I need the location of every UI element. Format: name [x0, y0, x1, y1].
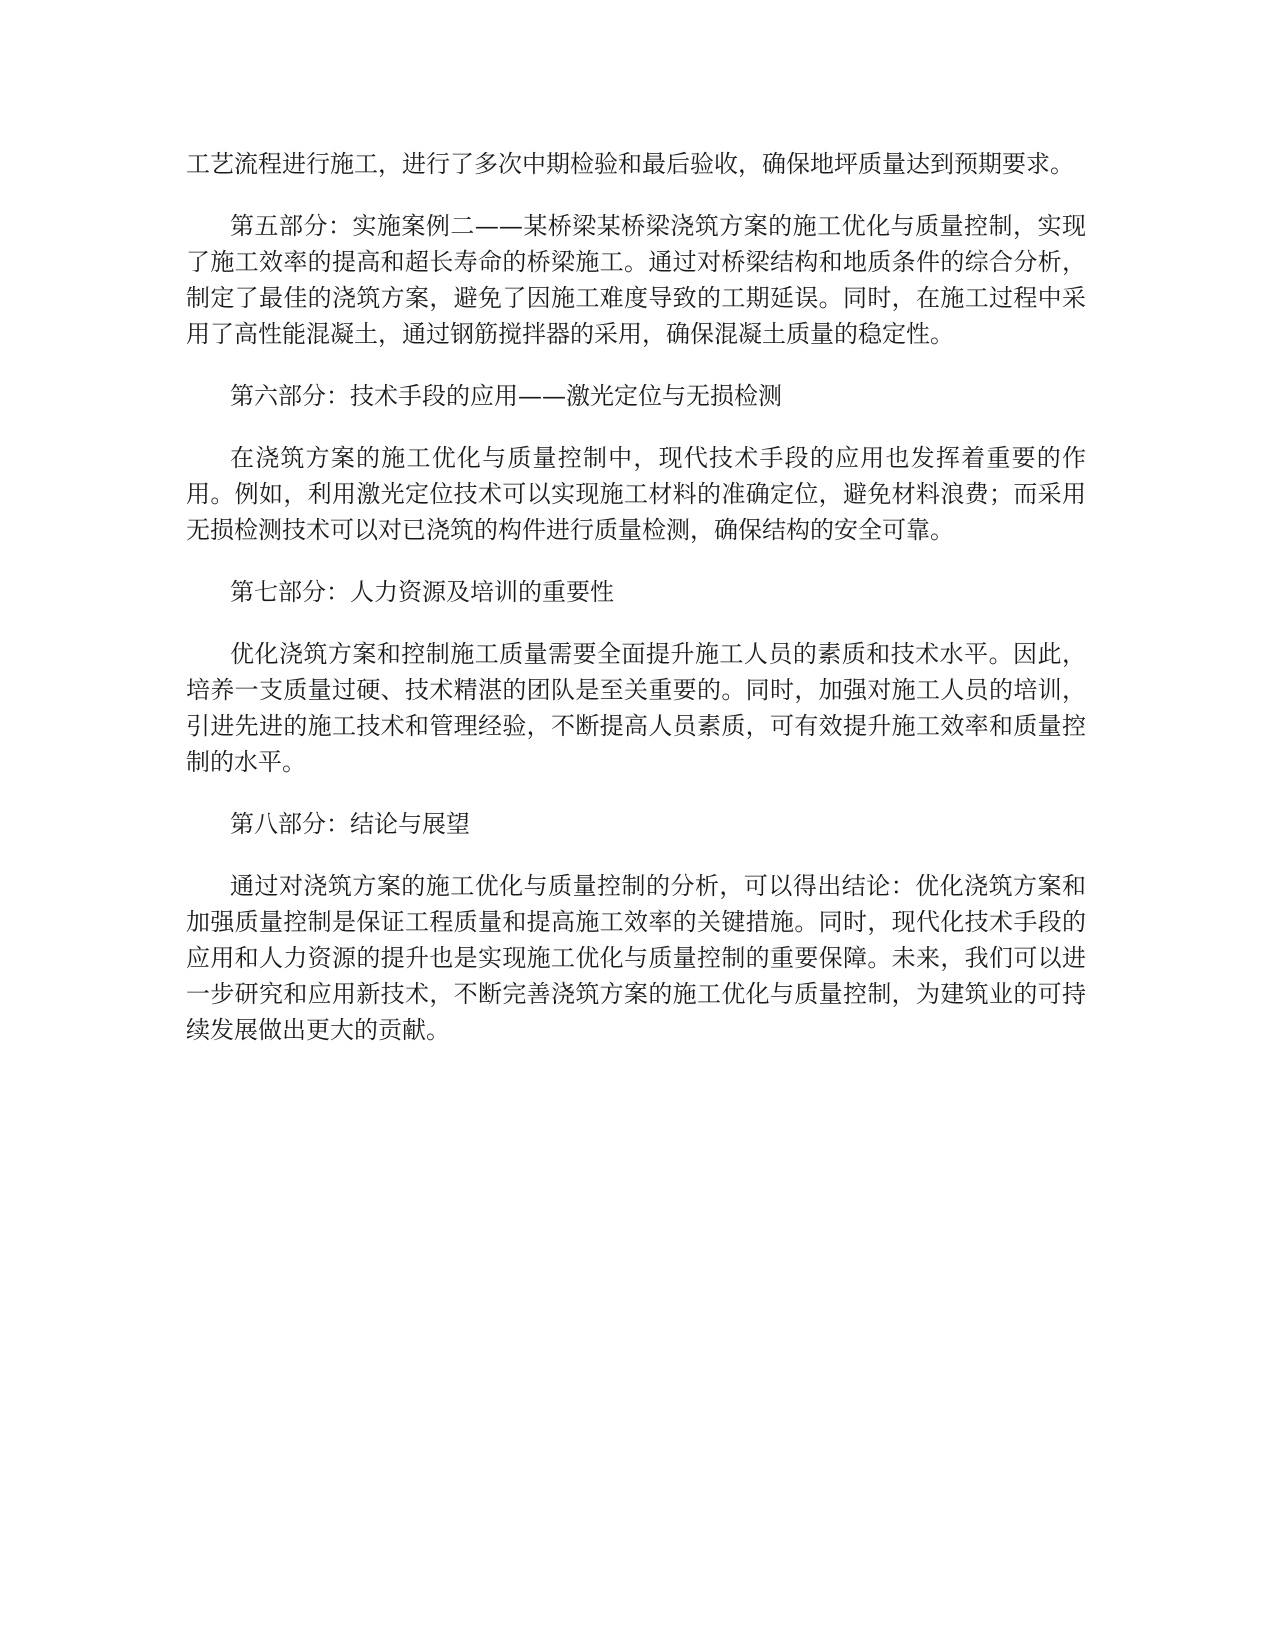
paragraph-part-seven-body: 优化浇筑方案和控制施工质量需要全面提升施工人员的素质和技术水平。因此，培养一支质量过硬、技术精湛的团队是至关重要的。同时，加强对施工人员的培训，引进先进的施工技术和管理经验，不断提高人员素质，可有效提升施工效率和质量控制的水平。	[186, 640, 1086, 776]
heading-part-seven: 第七部分：人力资源及培训的重要性	[230, 578, 614, 606]
paragraph-part-six-body: 在浇筑方案的施工优化与质量控制中，现代技术手段的应用也发挥着重要的作用。例如，利用激光定位技术可以实现施工材料的准确定位，避免材料浪费；而采用无损检测技术可以对已浇筑的构件进行质量检测，确保结构的安全可靠。	[186, 444, 1086, 544]
paragraph-part-eight-body: 通过对浇筑方案的施工优化与质量控制的分析，可以得出结论：优化浇筑方案和加强质量控制是保证工程质量和提高施工效率的关键措施。同时，现代化技术手段的应用和人力资源的提升也是实现施工优化与质量控制的重要保障。未来，我们可以进一步研究和应用新技术，不断完善浇筑方案的施工优化与质量控制，为建筑业的可持续发展做出更大的贡献。	[186, 872, 1086, 1044]
document-body	[186, 146, 1086, 1074]
paragraph-part-five: 第五部分：实施案例二——某桥梁某桥梁浇筑方案的施工优化与质量控制，实现了施工效率的提高和超长寿命的桥梁施工。通过对桥梁结构和地质条件的综合分析，制定了最佳的浇筑方案，避免了因施工难度导致的工期延误。同时，在施工过程中采用了高性能混凝土，通过钢筋搅拌器的采用，确保混凝土质量的稳定性。	[186, 212, 1086, 348]
paragraph-continuation: 工艺流程进行施工，进行了多次中期检验和最后验收，确保地坪质量达到预期要求。	[186, 150, 1074, 178]
heading-part-six: 第六部分：技术手段的应用——激光定位与无损检测	[230, 382, 782, 410]
heading-part-eight: 第八部分：结论与展望	[230, 810, 470, 838]
